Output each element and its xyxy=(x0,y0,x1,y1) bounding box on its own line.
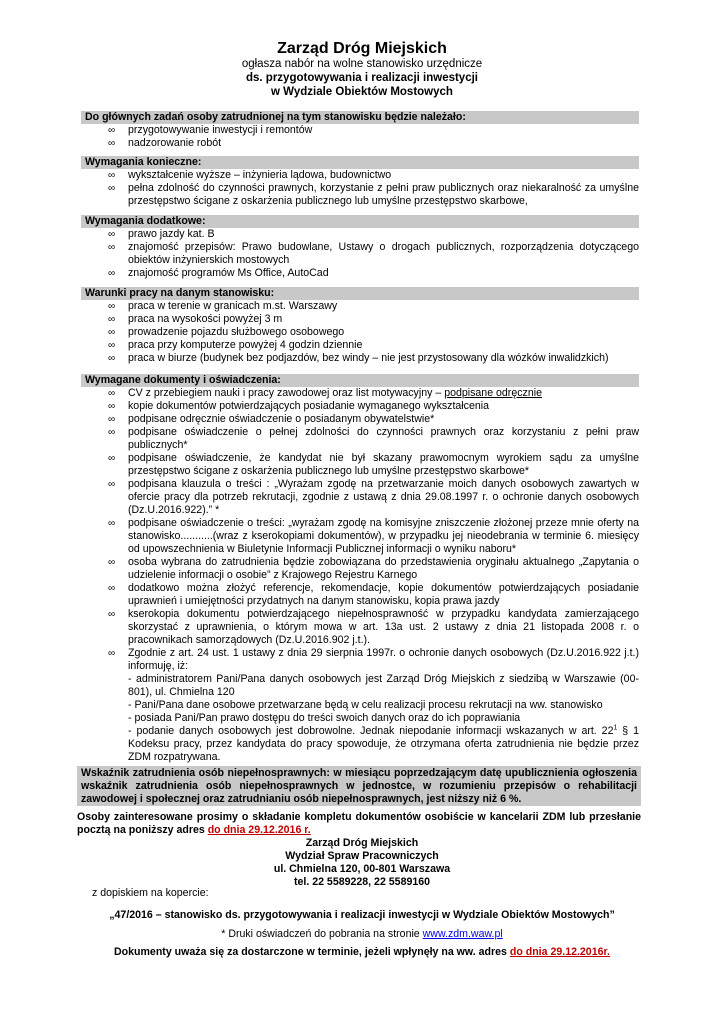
rodo-line-last xyxy=(128,725,639,764)
zdm-website-link[interactable]: www.zdm.waw.pl xyxy=(422,928,503,940)
rodo-line: - administratorem Pani/Pana danych osobowych jest Zarząd Dróg Miejskich z siedzibą w Warszawie (00-801), ul. Chmielna 120 xyxy=(128,673,639,698)
rodo-line: - Pani/Pana dane osobowe przetwarzane będą w celu realizacji procesu rekrutacji na ww. stanowisko xyxy=(128,699,603,711)
forms-download-text: * Druki oświadczeń do pobrania na stronie xyxy=(221,928,423,940)
rodo-last-part-a: - podanie danych osobowych jest dobrowolne. Jednak niepodanie informacji wskazanych w art. 22 xyxy=(128,725,614,737)
rodo-superscript: 1 xyxy=(613,724,618,732)
list-item: ∞ podpisana klauzula o treści : „Wyrażam zgodę na przetwarzanie moich danych osobowych zawartych w ofercie pracy dla potrzeb rekrutacji, zgodnie z ustawą z dnia 29.08.1997 r. o ochronie danych osobowych (Dz.U.2016.922).” * xyxy=(81,478,639,517)
address-line-3: ul. Chmielna 120, 00-801 Warszawa xyxy=(273,863,451,875)
list-item: ∞ kopie dokumentów potwierdzających posiadanie wymaganego wykształcenia xyxy=(81,400,639,413)
subtitle-line-2: ds. przygotowywania i realizacji inwestycji xyxy=(246,72,478,84)
list-item: ∞ podpisane oświadczenie o treści: „wyrażam zgodę na komisyjne zniszczenie złożonej przeze mnie oferty na stanowisko...........(wraz z kserokopiami dokumentów), w przypadku jej nieodebrania w terminie 6. miesięcy od upowszechnienia w Biuletynie Informacji Publicznej informacji o wyniku naboru* xyxy=(81,517,639,556)
list-item: ∞ prowadzenie pojazdu służbowego osobowego xyxy=(81,326,639,339)
forms-download-note xyxy=(0,928,724,941)
submission-deadline: do dnia 29.12.2016 r. xyxy=(207,824,311,836)
disability-indicator-box: Wskaźnik zatrudnienia osób niepełnosprawnych: w miesiącu poprzedzającym datę upublicznienia ogłoszenia wskaźnik zatrudnienia osób niepełnosprawnych w jednostce, w rozumieniu przepisów o rehabilitacji zawodowej i społecznej oraz zatrudnianiu osób niepełnosprawnych, jest niższy niż 6 %. xyxy=(77,766,641,806)
list-item: ∞ dodatkowo można złożyć referencje, rekomendacje, kopie dokumentów potwierdzających posiadanie uprawnień i umiejętności przydatnych na danym stanowisku, kopia prawa jazdy xyxy=(81,582,639,608)
deadline-note xyxy=(0,946,724,959)
address-block xyxy=(0,837,724,889)
section-heading-warunki: Warunki pracy na danym stanowisku: xyxy=(81,287,639,300)
subtitle-line-3: w Wydziale Obiektów Mostowych xyxy=(271,86,453,98)
address-line-1: Zarząd Dróg Miejskich xyxy=(305,837,419,849)
envelope-note: z dopiskiem na kopercie: xyxy=(92,887,209,899)
address-line-2: Wydział Spraw Pracowniczych xyxy=(285,850,439,862)
list-item: ∞ wykształcenie wyższe – inżynieria lądowa, budownictwo xyxy=(81,169,639,182)
submission-text: Osoby zainteresowane prosimy o składanie kompletu dokumentów osobiście w kancelarii ZDM lub przesłanie pocztą na poniższy adres xyxy=(77,811,641,836)
cv-text: CV z przebiegiem nauki i pracy zawodowej oraz list motywacyjny – xyxy=(128,387,445,399)
list-item: ∞ praca na wysokości powyżej 3 m xyxy=(81,313,639,326)
dodatkowe-list xyxy=(81,228,639,280)
list-item: ∞ praca w terenie w granicach m.st. Warszawy xyxy=(81,300,639,313)
list-item: ∞ znajomość przepisów: Prawo budowlane, Ustawy o drogach publicznych, rozporządzenia dotyczącego obiektów inżynierskich mostowych xyxy=(81,241,639,267)
rodo-line: - posiada Pani/Pan prawo dostępu do treści swoich danych oraz do ich poprawiania xyxy=(128,712,521,724)
list-item: ∞ prawo jazdy kat. B xyxy=(81,228,639,241)
rodo-last-part-b: § 1 Kodeksu pracy, przez kandydata do pracy spowoduje, że otrzymana oferta zatrudnienia nie będzie przez ZDM rozpatrywana. xyxy=(128,725,640,763)
list-item-rodo xyxy=(81,647,639,764)
section-heading-dokumenty: Wymagane dokumenty i oświadczenia: xyxy=(81,374,639,387)
list-item: ∞ osoba wybrana do zatrudnienia będzie zobowiązana do przedstawienia oryginału aktualnego „Zapytania o udzielenie informacji o osobie” z Krajowego Rejestru Karnego xyxy=(81,556,639,582)
rodo-intro: ∞ Zgodnie z art. 24 ust. 1 ustawy z dnia 29 sierpnia 1997r. o ochronie danych osobowych (Dz.U.2016.922 j.t.) informuję, iż: xyxy=(128,647,639,672)
deadline-date: do dnia 29.12.2016r. xyxy=(509,946,610,958)
list-item: ∞ podpisane oświadczenie, że kandydat nie był skazany prawomocnym wyrokiem sądu za umyślne przestępstwo ścigane z oskarżenia publicznego lub umyślne przestępstwo skarbowe* xyxy=(81,452,639,478)
page-title: Zarząd Dróg Miejskich xyxy=(277,40,447,57)
zadania-list xyxy=(81,124,639,150)
list-item: ∞ znajomość programów Ms Office, AutoCad xyxy=(81,267,639,280)
list-item: ∞ podpisane oświadczenie o pełnej zdolności do czynności prawnych oraz korzystaniu z pełni praw publicznych* xyxy=(81,426,639,452)
list-item: ∞ podpisane odręcznie oświadczenie o posiadanym obywatelstwie* xyxy=(81,413,639,426)
envelope-subject: „47/2016 – stanowisko ds. przygotowywania i realizacji inwestycji w Wydziale Obiektów Mostowych” xyxy=(109,909,615,921)
cv-signed-note: podpisane odręcznie xyxy=(444,387,542,399)
subtitle-line-1: ogłasza nabór na wolne stanowisko urzędnicze xyxy=(241,58,483,70)
list-item: ∞ kserokopia dokumentu potwierdzającego niepełnosprawność w przypadku kandydata zamierzającego skorzystać z uprawnienia, o którym mowa w art. 13a ust. 2 ustawy z dnia 21 listopada 2008 r. o pracownikach samorządowych (Dz.U.2016.902 j.t.). xyxy=(81,608,639,647)
deadline-text: Dokumenty uważa się za dostarczone w terminie, jeżeli wpłynęły na ww. adres xyxy=(114,946,510,958)
dokumenty-list xyxy=(81,387,639,764)
submission-instructions xyxy=(77,811,641,837)
warunki-list xyxy=(81,300,639,365)
address-line-4: tel. 22 5589228, 22 5589160 xyxy=(293,876,431,888)
konieczne-list xyxy=(81,169,639,208)
page-subtitle xyxy=(0,57,724,99)
list-item: ∞ nadzorowanie robót xyxy=(81,137,639,150)
section-heading-zadania: Do głównych zadań osoby zatrudnionej na tym stanowisku będzie należało: xyxy=(81,111,639,124)
list-item xyxy=(81,387,639,400)
list-item: ∞ przygotowywanie inwestycji i remontów xyxy=(81,124,639,137)
list-item: ∞ pełna zdolność do czynności prawnych, korzystanie z pełni praw publicznych oraz niekaralność za umyślne przestępstwo ścigane z oskarżenia publicznego lub umyślne przestępstwo skarbowe, xyxy=(81,182,639,208)
list-item: ∞ praca w biurze (budynek bez podjazdów, bez windy – nie jest przystosowany dla wózków inwalidzkich) xyxy=(81,352,639,365)
list-item: ∞ praca przy komputerze powyżej 4 godzin dziennie xyxy=(81,339,639,352)
section-heading-dodatkowe: Wymagania dodatkowe: xyxy=(81,215,639,228)
section-heading-konieczne: Wymagania konieczne: xyxy=(81,156,639,169)
